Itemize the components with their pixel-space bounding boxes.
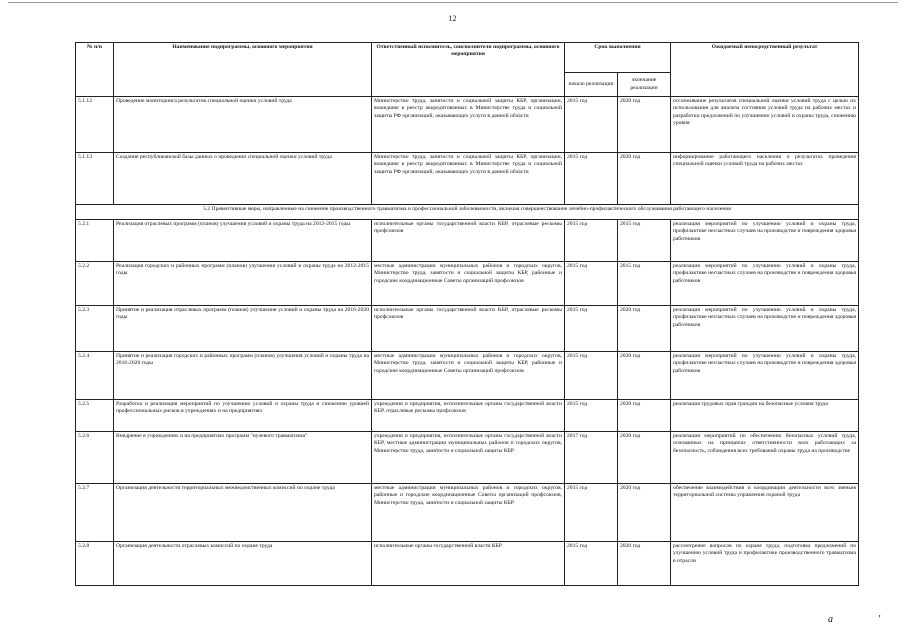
row-name: Реализация отраслевых программ (планов) улучшения условий и охраны труда на 2012-2015 годы: [114, 220, 372, 262]
row-responsible: учреждения и предприятия, исполнительные органы государственной власти КБР, местные администрации муниципальных районов и городских округов, Министерство труда, занятости и социальной защиты КБР: [372, 432, 565, 484]
row-responsible: исполнительные органы государственной власти КБР, отраслевые рескомы профсоюзов: [372, 220, 565, 262]
row-start: 2015 год: [565, 306, 618, 352]
header-end: окончание реализации: [618, 73, 671, 97]
row-result: реализация мероприятий по улучшению условий и охраны труда, профилактике несчастных случаев на производстве и повреждения здоровья работников: [671, 220, 859, 262]
row-name: Принятие и реализация городских и районных программ (планов) улучшения условий и охраны труда на 2016-2020 годы: [114, 352, 372, 400]
row-result: реализация мероприятий по обеспечению безопасных условий труда, основанных на принципах ответственности всех работающих за безопасность, соблюдения всех требований охраны труда на производстве: [671, 432, 859, 484]
table-row: [76, 97, 859, 153]
table-row: [76, 306, 859, 352]
program-table: [75, 42, 859, 586]
table-row: [76, 220, 859, 262]
row-result: реализация мероприятий по улучшению условий и охраны труда, профилактике несчастных случаев на производстве и повреждения здоровья работников: [671, 352, 859, 400]
row-responsible: учреждения и предприятия, исполнительные органы государственной власти КБР, отраслевые рескомы профсоюзов: [372, 400, 565, 432]
table-row: [76, 153, 859, 205]
row-start: 2017 год: [565, 432, 618, 484]
row-end: 2020 год: [618, 432, 671, 484]
row-name: Проведение мониторинга результатов специальной оценки условий труда: [114, 97, 372, 153]
row-result: отслеживание результатов специальной оценки условий труда с целью их использования для анализа состояния условий труда на рабочих местах и разработки предложений по улучшению условий и охраны труда, снижению уровня: [671, 97, 859, 153]
table-body: [76, 97, 859, 586]
header-result: Ожидаемый непосредственный результат: [671, 43, 859, 97]
row-end: 2020 год: [618, 484, 671, 542]
table-row: [76, 542, 859, 586]
row-end: 2020 год: [618, 400, 671, 432]
row-number: 5.1.12: [76, 97, 114, 153]
row-result: информирование работающего населения о результатах проведения специальной оценки условий труда на рабочих местах: [671, 153, 859, 205]
footer-mark-2: ': [878, 614, 881, 625]
row-number: 5.1.13: [76, 153, 114, 205]
row-name: Внедрение в учреждениях и на предприятиях программ "нулевого травматизма": [114, 432, 372, 484]
row-start: 2015 год: [565, 262, 618, 306]
row-start: 2015 год: [565, 220, 618, 262]
header-start: начало реализации: [565, 73, 618, 97]
row-number: 5.2.4: [76, 352, 114, 400]
row-responsible: местные администрации муниципальных районов и городских округов, Министерство труда, занятости и социальной защиты КБР, районные и городские координационные Советы организаций профсоюзов: [372, 262, 565, 306]
table-row: [76, 352, 859, 400]
row-responsible: Министерство труда, занятости и социальной защиты КБР, организации, вошедшие в реестр аккредитованных в Министерстве труда и социальной защиты РФ организаций, оказывающих услуги в данной области: [372, 97, 565, 153]
header-term: Срок выполнения: [565, 43, 671, 73]
row-responsible: исполнительные органы государственной власти КБР, отраслевые рескомы профсоюзов: [372, 306, 565, 352]
top-rule: [8, 2, 898, 3]
row-number: 5.2.5: [76, 400, 114, 432]
row-result: реализация мероприятий по улучшению условий и охраны труда, профилактике несчастных случаев на производстве и повреждения здоровья работников: [671, 262, 859, 306]
row-number: 5.2.2: [76, 262, 114, 306]
row-name: Разработка и реализация мероприятий по улучшению условий и охраны труда и снижению уровней профессиональных рисков в учреждениях и на предприятиях: [114, 400, 372, 432]
row-result: обеспечение взаимодействия и координации деятельности всех звеньев территориальной системы управления охраной труда: [671, 484, 859, 542]
section-row: [76, 205, 859, 220]
row-name: Организация деятельности территориальных межведомственных комиссий по охране труда: [114, 484, 372, 542]
row-result: реализация мероприятий по улучшению условий и охраны труда, профилактике несчастных случаев на производстве и повреждения здоровья работников: [671, 306, 859, 352]
row-start: 2015 год: [565, 400, 618, 432]
row-result: рассмотрение вопросов по охране труда, подготовка предложений по улучшению условий труда и профилактике производственного травматизма в отрасли: [671, 542, 859, 586]
row-name: Принятие и реализация отраслевых программ (планов) улучшения условий и охраны труда на 2016-2020 годы: [114, 306, 372, 352]
table-row: [76, 432, 859, 484]
table-row: [76, 400, 859, 432]
table-row: [76, 484, 859, 542]
row-start: 2015 год: [565, 352, 618, 400]
row-responsible: исполнительные органы государственной власти КБР: [372, 542, 565, 586]
row-name: Реализация городских и районных программ (планов) улучшения условий и охраны труда на 2012-2015 годы: [114, 262, 372, 306]
row-result: реализация трудовых прав граждан на безопасные условия труда: [671, 400, 859, 432]
row-responsible: местные администрации муниципальных районов и городских округов, районные и городские координационные Советы организаций профсоюзов, Министерство труда, занятости и социальной защиты КБР: [372, 484, 565, 542]
row-end: 2020 год: [618, 352, 671, 400]
row-end: 2020 год: [618, 306, 671, 352]
page-number: 12: [448, 14, 457, 23]
row-start: 2015 год: [565, 153, 618, 205]
footer-mark-1: a: [828, 614, 833, 625]
row-name: Создание республиканской базы данных о проведении специальной оценки условий труда: [114, 153, 372, 205]
row-end: 2020 год: [618, 542, 671, 586]
section-title: 5.2 Превентивные меры, направленные на снижение производственного травматизма и профессиональной заболеваемости, включая совершенствование лечебно-профилактического обслуживания работающего населения: [76, 205, 859, 220]
row-end: 2015 год: [618, 262, 671, 306]
row-responsible: Министерство труда, занятости и социальной защиты КБР, организации, вошедшие в реестр аккредитованных в Министерстве труда и социальной защиты РФ организаций, оказывающих услуги в данной области: [372, 153, 565, 205]
row-number: 5.2.7: [76, 484, 114, 542]
row-number: 5.2.3: [76, 306, 114, 352]
row-number: 5.2.6: [76, 432, 114, 484]
row-name: Организация деятельности отраслевых комиссий по охране труда: [114, 542, 372, 586]
row-number: 5.2.1: [76, 220, 114, 262]
row-responsible: местные администрации муниципальных районов и городских округов, Министерство труда, занятости и социальной защиты КБР, районные и городские координационные Советы организаций профсоюзов: [372, 352, 565, 400]
row-end: 2020 год: [618, 97, 671, 153]
row-start: 2015 год: [565, 97, 618, 153]
row-end: 2020 год: [618, 153, 671, 205]
header-num: № п/п: [76, 43, 114, 97]
row-number: 5.2.8: [76, 542, 114, 586]
row-end: 2015 год: [618, 220, 671, 262]
row-start: 2015 год: [565, 542, 618, 586]
row-start: 2015 год: [565, 484, 618, 542]
header-responsible: Ответственный исполнитель, соисполнители подпрограммы, основного мероприятия: [372, 43, 565, 97]
table-row: [76, 262, 859, 306]
header-name: Наименование подпрограммы, основного мероприятия: [114, 43, 372, 97]
